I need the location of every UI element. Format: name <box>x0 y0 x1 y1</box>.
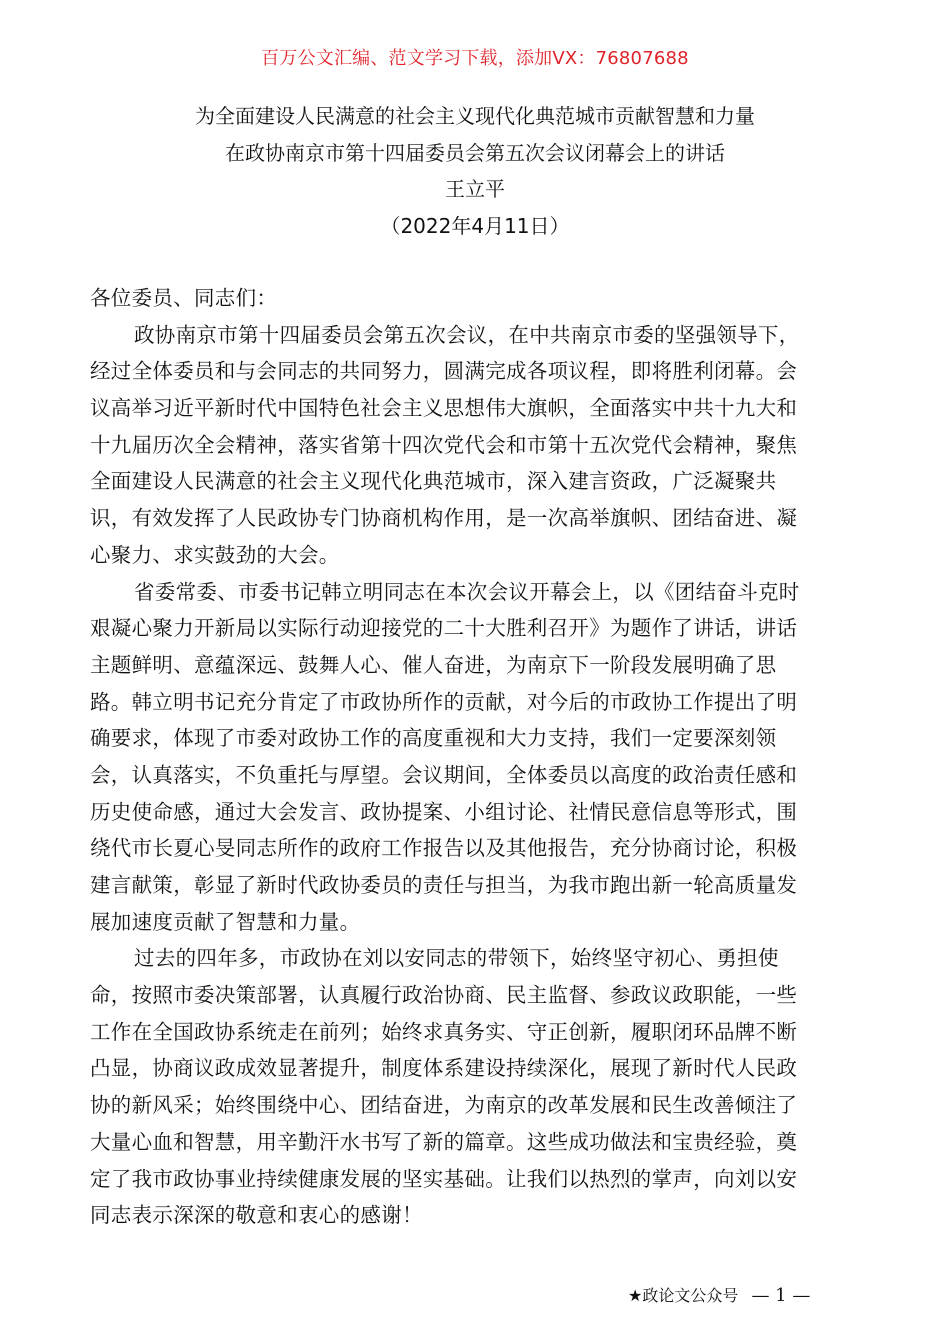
document-body <box>90 280 870 1234</box>
paragraph-1 <box>90 317 870 574</box>
paragraph-line: 经过全体委员和与会同志的共同努力，圆满完成各项议程，即将胜利闭幕。会 <box>90 359 798 384</box>
paragraph-line: 同志表示深深的敬意和衷心的感谢！ <box>90 1203 423 1228</box>
paragraph-line: 凸显，协商议政成效显著提升，制度体系建设持续深化，展现了新时代人民政 <box>90 1056 798 1081</box>
paragraph-line: 会，认真落实，不负重托与厚望。会议期间，全体委员以高度的政治责任感和 <box>90 762 798 787</box>
paragraph-line: 路。韩立明书记充分肯定了市政协所作的贡献，对今后的市政协工作提出了明 <box>90 689 798 714</box>
paragraph-line: 展加速度贡献了智慧和力量。 <box>90 909 361 934</box>
paragraph-line: 工作在全国政协系统走在前列；始终求真务实、守正创新，履职闭环品牌不断 <box>90 1019 798 1044</box>
footer-source: ★政论文公众号 <box>628 1286 739 1305</box>
paragraph-line: 心聚力、求实鼓劲的大会。 <box>90 542 340 567</box>
paragraph-line: 绕代市长夏心旻同志所作的政府工作报告以及其他报告，充分协商讨论，积极 <box>90 836 798 861</box>
paragraph-line: 全面建设人民满意的社会主义现代化典范城市，深入建言资政，广泛凝聚共 <box>90 469 777 494</box>
paragraph-line: 政协南京市第十四届委员会第五次会议，在中共南京市委的坚强领导下， <box>134 322 800 347</box>
speech-date: （2022年4月11日） <box>380 213 570 238</box>
paragraph-2 <box>90 574 870 941</box>
paragraph-line: 主题鲜明、意蕴深远、鼓舞人心、催人奋进，为南京下一阶段发展明确了思 <box>90 652 777 677</box>
author-name: 王立平 <box>445 177 505 201</box>
paragraph-3 <box>90 940 870 1234</box>
paragraph-line: 历史使命感，通过大会发言、政协提案、小组讨论、社情民意信息等形式，围 <box>90 799 798 824</box>
paragraph-line: 协的新风采；始终围绕中心、团结奋进，为南京的改革发展和民生改善倾注了 <box>90 1093 798 1118</box>
paragraph-line: 命，按照市委决策部署，认真履行政治协商、民主监督、参政议政职能，一些 <box>90 983 798 1008</box>
watermark-banner: 百万公文汇编、范文学习下载，添加VX：76807688 <box>261 48 689 69</box>
paragraph-line: 十九届历次全会精神，落实省第十四次党代会和市第十五次党代会精神，聚焦 <box>90 432 798 457</box>
document-subtitle: 在政协南京市第十四届委员会第五次会议闭幕会上的讲话 <box>225 140 725 165</box>
salutation: 各位委员、同志们： <box>90 286 278 310</box>
page-footer <box>628 1283 810 1306</box>
paragraph-line: 艰凝心聚力开新局以实际行动迎接党的二十大胜利召开》为题作了讲话，讲话 <box>90 616 798 641</box>
page-number: — 1 — <box>751 1285 811 1306</box>
paragraph-line: 议高举习近平新时代中国特色社会主义思想伟大旗帜，全面落实中共十九大和 <box>90 396 798 421</box>
paragraph-line: 过去的四年多，市政协在刘以安同志的带领下，始终坚守初心、勇担使 <box>134 946 779 971</box>
paragraph-line: 省委常委、市委书记韩立明同志在本次会议开幕会上，以《团结奋斗克时 <box>134 579 800 604</box>
paragraph-line: 识，有效发挥了人民政协专门协商机构作用，是一次高举旗帜、团结奋进、凝 <box>90 506 798 531</box>
paragraph-line: 建言献策，彰显了新时代政协委员的责任与担当，为我市跑出新一轮高质量发 <box>90 873 798 897</box>
paragraph-line: 确要求，体现了市委对政协工作的高度重视和大力支持，我们一定要深刻领 <box>90 726 777 751</box>
document-header <box>0 98 950 244</box>
document-title: 为全面建设人民满意的社会主义现代化典范城市贡献智慧和力量 <box>195 104 755 128</box>
paragraph-line: 大量心血和智慧，用辛勤汗水书写了新的篇章。这些成功做法和宝贵经验，奠 <box>90 1129 798 1154</box>
paragraph-line: 定了我市政协事业持续健康发展的坚实基础。让我们以热烈的掌声，向刘以安 <box>90 1166 798 1191</box>
